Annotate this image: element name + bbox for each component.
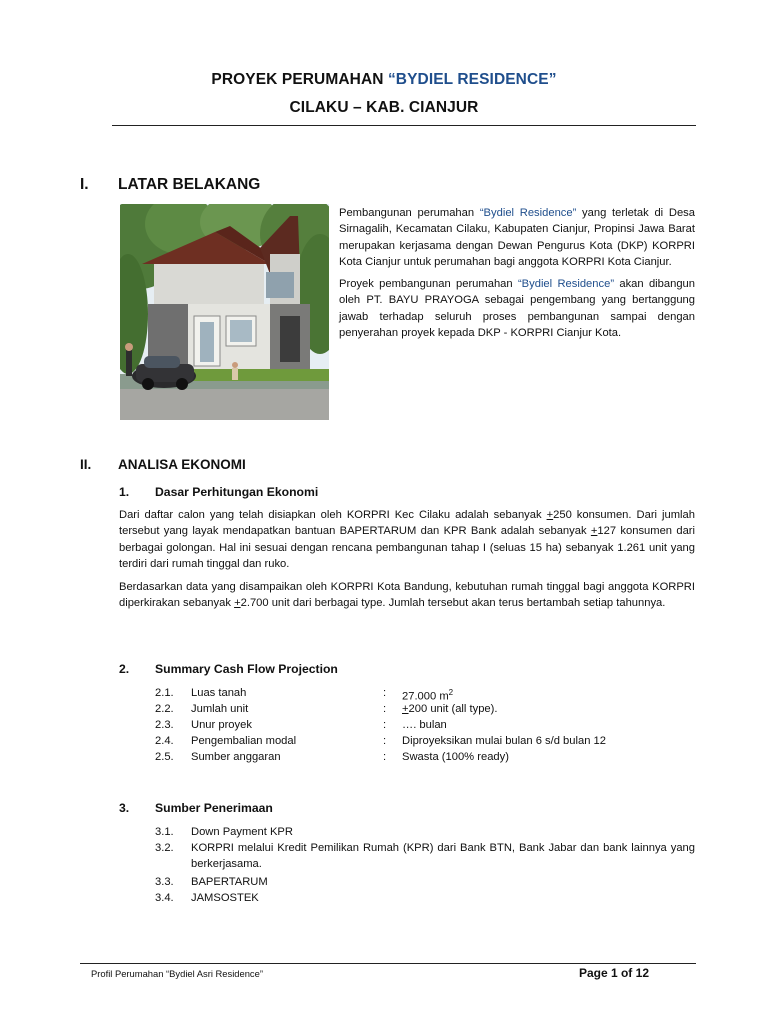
project-name: “Bydiel Residence” (517, 278, 615, 291)
document-page: PROYEK PERUMAHAN “BYDIEL RESIDENCE” CILAKU – KAB. CIANJUR I. LATAR BELAKANG Pembangunan perumahan “Bydiel Residence” yang terletak di Desa Sirnagalih, Kecamatan Cilaku, Kabupaten Cianjur, Propinsi Jawa Barat merupakan kerjasama dengan Dewan Pengurus Kota (DKP) KORPRI Kota Cianjur untuk perumahan bagi anggota KORPRI Kota Cianjur. Proyek pembangunan perumahan “Bydiel Residence” akan dibangun oleh PT. BAYU PRAYOGA sebagai pengembang yang bertanggung jawab terhadap seluruh proses pembangunan sampai dengan penyerahan proyek kepada DKP - KORPRI Cianjur Kota. II. ANALISA EKONOMI 1. Dasar Perhitungan Ekonomi Dari daftar calon yang telah disiapkan oleh KORPRI Kec Cilaku adalah sebanyak +250 konsumen. Dari jumlah tersebut yang layak mendapatkan bantuan BAPERTARUM dan KPR Bank adalah sebanyak +127 konsumen dari berbagai golongan. Hal ini sesuai dengan rencana pembangunan tahap I (seluas 15 ha) sebanyak 1.261 unit yang terdiri dari rumah tinggal dan ruko. Berdasarkan data yang disampaikan oleh KORPRI Kota Bandung, kebutuhan rumah tinggal bagi anggota KORPRI diperkirakan sebanyak +2.700 unit dari berbagai type. Jumlah tersebut akan terus bertambah setiap tahunnya. 2. Summary Cash Flow Projection 2.1. Luas tanah : 27.000 $m^2$ 2.2. Jumlah unit : +200 unit (all type). 2.3. Unur proyek : …. bulan 2.4. Pengembalian modal : Diproyeksikan mulai bulan 6 s/d bulan 12 2.5. Sumber anggaran : Swasta (100% ready) 3. Sumber Penerimaan 3.1. Down Payment KPR 3.2. KORPRI melalui Kredit Pemilikan Rumah (KPR) dari Bank BTN, Bank Jabar dan bank lainnya yang berkerjasama. 3.3. BAPERTARUM 3.4. JAMSOSTEK Profil Perumahan “Bydiel Asri Residence” Page 1 of 12 (0, 0, 768, 1024)
subsection-title: Dasar Perhitungan Ekonomi (155, 485, 319, 499)
house-photo (120, 204, 329, 420)
section-title: ANALISA EKONOMI (118, 457, 246, 472)
subsection-title: Sumber Penerimaan (155, 801, 273, 815)
title-prefix: PROYEK PERUMAHAN (211, 71, 388, 88)
intro-paragraph-1: Pembangunan perumahan “Bydiel Residence” yang terletak di Desa Sirnagalih, Kecamatan Cilaku, Kabupaten Cianjur, Propinsi Jawa Barat merupakan kerjasama dengan Dewan Pengurus Kota (DKP) KORPRI Kota Cianjur untuk perumahan bagi anggota KORPRI Kota Cianjur. (339, 207, 695, 268)
subsection-number: 2. (119, 662, 130, 676)
header-divider (112, 125, 696, 126)
subsection-number: 3. (119, 801, 130, 815)
economic-paragraph-2: Berdasarkan data yang disampaikan oleh KORPRI Kota Bandung, kebutuhan rumah tinggal bagi anggota KORPRI diperkirakan sebanyak +2.700 unit dari berbagai type. Jumlah tersebut akan terus bertambah setiap tahunnya. (119, 581, 695, 610)
footer-divider (80, 963, 696, 964)
subsection-title: Summary Cash Flow Projection (155, 662, 338, 676)
footer-document-name: Profil Perumahan “Bydiel Asri Residence” (91, 968, 263, 979)
intro-paragraph-2: Proyek pembangunan perumahan “Bydiel Residence” akan dibangun oleh PT. BAYU PRAYOGA sebagai pengembang yang bertanggung jawab terhadap seluruh proses pembangunan sampai dengan penyerahan proyek kepada DKP - KORPRI Cianjur Kota. (339, 278, 695, 340)
document-title (0, 71, 768, 89)
document-subtitle: CILAKU – KAB. CIANJUR (289, 99, 479, 116)
section-number: I. (80, 176, 89, 193)
section-title: LATAR BELAKANG (118, 176, 261, 193)
intro-text (339, 205, 695, 347)
economic-paragraph-1: Dari daftar calon yang telah disiapkan oleh KORPRI Kec Cilaku adalah sebanyak +250 konsumen. Dari jumlah tersebut yang layak mendapatkan bantuan BAPERTARUM dan KPR Bank adalah sebanyak +127 konsumen dari berbagai golongan. Hal ini sesuai dengan rencana pembangunan tahap I (seluas 15 ha) sebanyak 1.261 unit yang terdiri dari rumah tinggal dan ruko. (119, 509, 695, 570)
page-number: Page 1 of 12 (578, 966, 649, 980)
subsection-number: 1. (119, 485, 130, 499)
title-highlight: “BYDIEL RESIDENCE” (387, 71, 557, 88)
section-number: II. (80, 457, 92, 472)
project-name: “Bydiel Residence” (479, 207, 577, 219)
